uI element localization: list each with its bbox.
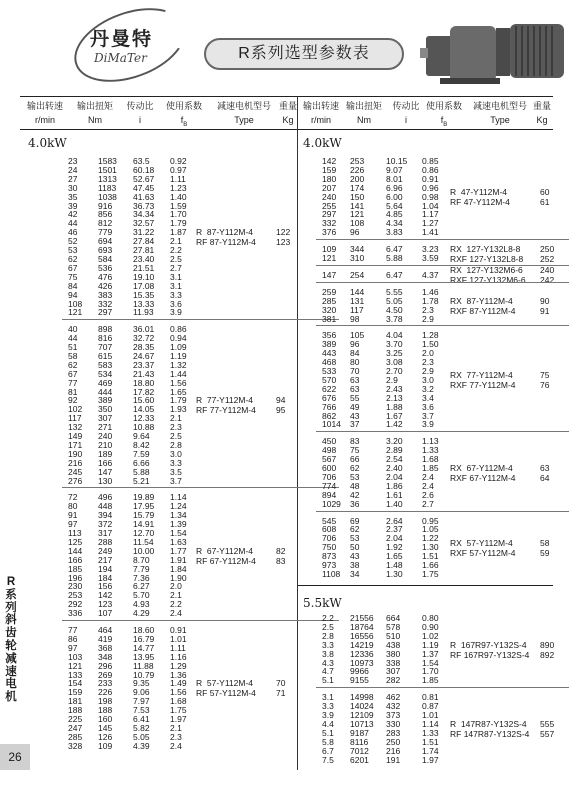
right-col-factor: 1.46 1.78 2.3 2.9 [422, 286, 439, 324]
right-weights: 240 242 [540, 265, 555, 286]
left-col-speed: 72 80 91 97 113 125 144 166 185 196 230 253 292 336 [68, 492, 83, 619]
left-weights: 122 123 [276, 227, 291, 248]
page-title: R系列选型参数表 [204, 38, 404, 70]
right-group-divider [316, 282, 569, 283]
left-col-factor: 1.14 1.24 1.34 1.39 1.54 1.63 1.77 1.91 1.84 1.90 2.0 2.1 2.2 2.4 [170, 492, 187, 619]
right-motor-types: RX 127-Y132L8-8 RXF 127-Y132L8-8 [450, 244, 524, 264]
right2-col-torque: 21556 18764 16556 14219 12336 10973 9966 9155 [350, 613, 374, 686]
sidebar-char: 机 [5, 691, 17, 704]
right2-col-speed: 2.2 2.5 2.8 3.3 3.8 4.3 4.7 5.1 [322, 613, 334, 686]
right-col-ratio: 4.04 3.70 3.25 3.08 2.70 2.9 2.43 2.13 1.88 1.67 1.42 [386, 330, 403, 430]
left-col-factor: 0.92 0.97 1.11 1.23 1.40 1.59 1.70 1.79 1.87 2.1 2.2 2.5 2.7 3.1 3.1 3.3 3.6 3.9 [170, 156, 187, 318]
hdr-motor-unit: Type [234, 115, 254, 125]
right-group-divider [316, 239, 569, 240]
sidebar-char: 电 [5, 678, 17, 691]
hdr-torque: 输出扭矩 [76, 101, 113, 111]
right2-col-torque: 14998 14024 12109 10713 9187 8116 7012 6201 [350, 692, 374, 765]
right-col-factor: 1.28 1.50 2.0 2.3 2.9 3.0 3.2 3.4 3.6 3.7 3.9 [422, 330, 439, 430]
right2-col-ratio: 664 578 510 438 380 338 307 282 [386, 613, 401, 686]
hdr-factor-f: f [180, 115, 184, 125]
hdr-weight: 重量 [278, 101, 297, 111]
right-col-speed: 356 389 443 468 533 570 622 676 766 862 1014 [322, 330, 341, 430]
left-power-label: 4.0kW [28, 136, 67, 150]
right-column-headers [300, 96, 552, 130]
hdr-torque-unit-r: Nm [357, 115, 371, 125]
hdr-factor-sub: B [183, 121, 188, 128]
sidebar-char: 斜 [5, 614, 17, 627]
right2-col-speed: 3.1 3.3 3.9 4.4 5.1 5.8 6.7 7.5 [322, 692, 334, 765]
hdr-ratio: 传动比 [126, 101, 154, 111]
right-col-factor: 0.85 0.86 0.91 0.96 0.98 1.04 1.17 1.27 1.41 [422, 156, 439, 238]
left-weights: 94 95 [276, 395, 286, 416]
right-col-factor: 1.13 1.33 1.68 1.85 2.4 2.4 2.6 2.7 [422, 436, 439, 509]
right-col-speed: 259 285 320 381 [322, 286, 337, 324]
hdr-speed: 输出转速 [26, 101, 63, 111]
left-col-ratio: 19.89 17.95 15.79 14.91 12.70 11.54 10.00 8.70 7.79 7.36 6.27 5.70 4.93 4.29 [133, 492, 155, 619]
right-col-factor: 0.95 1.05 1.22 1.30 1.51 1.66 1.75 [422, 515, 439, 579]
right-motor-types: RX 87-Y112M-4 RXF 87-Y112M-4 [450, 295, 516, 316]
left-motor-types: R 67-Y112M-4 RF 67-Y112M-4 [196, 545, 256, 566]
sidebar-char: 减 [5, 652, 17, 665]
right-col-speed: 147 [322, 269, 337, 280]
left-col-speed: 77 86 97 103 121 133 154 159 181 188 225 247 285 328 [68, 625, 83, 751]
left-weights: 70 71 [276, 678, 286, 699]
left-col-torque: 898 816 707 615 583 534 469 444 389 350 307 271 240 210 189 166 147 130 [98, 324, 113, 486]
hdr-weight-r: 重量 [532, 101, 551, 111]
hdr-torque-unit: Nm [88, 115, 102, 125]
left-col-torque: 1583 1501 1313 1183 1038 916 856 812 779 694 693 584 536 476 426 383 332 297 [98, 156, 117, 318]
hdr-ratio-unit: i [139, 115, 141, 125]
right-col-ratio: 6.47 [386, 269, 403, 280]
left-col-ratio: 18.60 16.79 14.77 13.95 11.88 10.79 9.35 9.06 7.97 7.53 6.41 5.82 5.05 4.39 [133, 625, 155, 751]
right-col-torque: 144 131 117 98 [350, 286, 365, 324]
left-col-speed: 40 44 51 58 62 67 77 81 92 102 117 132 149 171 190 216 245 276 [68, 324, 83, 486]
right-col-torque: 83 75 66 62 53 48 42 36 [350, 436, 360, 509]
left-group-divider [62, 319, 339, 320]
sidebar-char: 列 [5, 601, 17, 614]
right-power-label-2: 5.5kW [303, 596, 342, 610]
page-number: 26 [0, 744, 30, 770]
left-col-speed: 23 24 27 30 35 39 42 44 46 52 53 62 67 75 84 94 108 121 [68, 156, 83, 318]
right2-col-factor: 0.81 0.87 1.01 1.14 1.33 1.51 1.74 1.97 [422, 692, 439, 765]
hdr-weight-unit-r: Kg [536, 115, 548, 125]
sidebar-char: 轮 [5, 639, 17, 652]
right-col-ratio: 6.47 5.88 [386, 244, 403, 263]
right-motor-types: RX 127-Y132M6-6 RXF 127-Y132M6-6 [450, 265, 526, 286]
right-col-speed: 109 121 [322, 244, 337, 263]
right-col-factor: 4.37 [422, 269, 439, 280]
left-col-torque: 496 448 394 372 317 288 249 217 194 184 156 142 123 107 [98, 492, 113, 619]
sidebar-char: 系 [5, 588, 17, 601]
right-motor-types: RX 77-Y112M-4 RXF 77-Y112M-4 [450, 370, 516, 391]
left-motor-types: R 87-Y112M-4 RF 87-Y112M-4 [196, 227, 256, 248]
right2-weights: 555 557 [540, 718, 555, 739]
right-col-torque: 254 [350, 269, 365, 280]
right-group-divider [316, 511, 569, 512]
right-col-factor: 3.23 3.59 [422, 244, 439, 263]
right-col-ratio: 10.15 9.07 8.01 6.96 6.00 5.64 4.85 4.34 3.83 [386, 156, 408, 238]
hdr-motor-r: 减速电机型号 [472, 101, 527, 111]
right-col-torque: 344 310 [350, 244, 365, 263]
right-motor-types: RX 57-Y112M-4 RXF 57-Y112M-4 [450, 537, 516, 558]
sidebar-char: R [6, 576, 16, 588]
right-weights: 63 64 [540, 462, 550, 483]
brand-name-en: DiMaTer [94, 51, 147, 65]
hdr-ratio-unit-r: i [405, 115, 407, 125]
right-weights: 60 61 [540, 187, 550, 208]
hdr-factor-f-r: f [440, 115, 444, 125]
sidebar-char: 齿 [5, 627, 17, 640]
gear-motor-image [420, 8, 570, 88]
left-col-factor: 0.86 0.94 1.09 1.19 1.32 1.44 1.56 1.65 1.79 1.93 2.1 2.3 2.5 2.8 3.0 3.3 3.5 3.7 [170, 324, 187, 486]
right-weights: 75 76 [540, 370, 550, 391]
left-col-factor: 0.91 1.01 1.11 1.16 1.29 1.36 1.49 1.56 1.68 1.75 1.97 2.1 2.3 2.4 [170, 625, 187, 751]
right-col-torque: 253 226 200 174 150 141 121 108 96 [350, 156, 365, 238]
right-group-divider [316, 265, 569, 266]
right-weights: 90 91 [540, 295, 550, 316]
right-col-speed: 142 159 180 207 240 255 297 332 376 [322, 156, 337, 238]
left-group-divider [62, 620, 339, 621]
right-group-divider [316, 431, 569, 432]
right-col-ratio: 2.64 2.37 2.04 1.92 1.65 1.48 1.30 [386, 515, 403, 579]
left-column-headers [20, 96, 298, 130]
hdr-speed-r: 输出转速 [302, 101, 339, 111]
hdr-speed-unit-r: r/min [311, 115, 331, 125]
right2-col-ratio: 462 432 373 330 283 250 216 191 [386, 692, 401, 765]
left-group-divider [62, 487, 339, 488]
right-col-torque: 69 62 53 50 43 38 34 [350, 515, 360, 579]
hdr-factor-r: 使用系数 [425, 101, 462, 111]
right-weights: 250 252 [540, 244, 555, 264]
right2-motor-types: R 167R97-Y132S-4 RF 167R97-Y132S-4 [450, 639, 530, 660]
series-sidebar-label [0, 576, 22, 754]
right2-motor-types: R 147R87-Y132S-4 RF 147R87-Y132S-4 [450, 718, 530, 739]
sidebar-char: 速 [5, 665, 17, 678]
right2-group-divider [316, 687, 569, 688]
left-weights: 82 83 [276, 545, 286, 566]
right-power-label-1: 4.0kW [303, 136, 342, 150]
header-bottom-rule [20, 129, 553, 130]
right-col-ratio: 5.55 5.05 4.50 3.78 [386, 286, 403, 324]
left-motor-types: R 77-Y112M-4 RF 77-Y112M-4 [196, 395, 256, 416]
hdr-motor-unit-r: Type [490, 115, 510, 125]
right-col-speed: 545 608 706 750 873 973 1108 [322, 515, 341, 579]
right-weights: 58 59 [540, 537, 550, 558]
right-col-ratio: 3.20 2.89 2.54 2.40 2.04 1.86 1.61 1.40 [386, 436, 403, 509]
hdr-weight-unit: Kg [282, 115, 294, 125]
right-col-torque: 105 96 84 80 70 63 63 55 49 43 37 [350, 330, 365, 430]
right2-col-factor: 0.80 0.90 1.02 1.19 1.37 1.54 1.70 1.85 [422, 613, 439, 686]
hdr-torque-r: 输出扭矩 [345, 101, 382, 111]
brand-name-cn: 丹曼特 [90, 29, 154, 50]
left-col-torque: 464 419 368 348 296 269 233 226 198 188 160 145 126 109 [98, 625, 113, 751]
right2-weights: 890 892 [540, 639, 555, 660]
left-col-ratio: 36.01 32.72 28.35 24.67 23.37 21.43 18.80 17.82 15.60 14.05 12.33 10.88 9.64 8.42 7.59 6.66 5.88 5.21 [133, 324, 155, 486]
right-motor-types: RX 67-Y112M-4 RXF 67-Y112M-4 [450, 462, 516, 483]
left-col-ratio: 63.5 60.18 52.67 47.45 41.63 36.73 34.34 32.57 31.22 27.84 27.81 23.40 21.51 19.10 17.08 15.35 13.33 11.93 [133, 156, 155, 318]
hdr-speed-unit: r/min [35, 115, 55, 125]
hdr-motor: 减速电机型号 [216, 101, 271, 111]
hdr-factor-sub-r: B [443, 121, 448, 128]
right-col-speed: 450 498 567 600 706 774 894 1029 [322, 436, 341, 509]
column-divider [297, 96, 298, 770]
hdr-ratio-r: 传动比 [392, 101, 420, 111]
right-motor-types: R 47-Y112M-4 RF 47-Y112M-4 [450, 187, 510, 208]
right-section-divider [298, 585, 553, 586]
right-group-divider [316, 325, 569, 326]
header-top-rule [20, 96, 553, 97]
hdr-factor: 使用系数 [165, 101, 202, 111]
brand-logo [72, 12, 192, 72]
left-motor-types: R 57-Y112M-4 RF 57-Y112M-4 [196, 678, 256, 699]
